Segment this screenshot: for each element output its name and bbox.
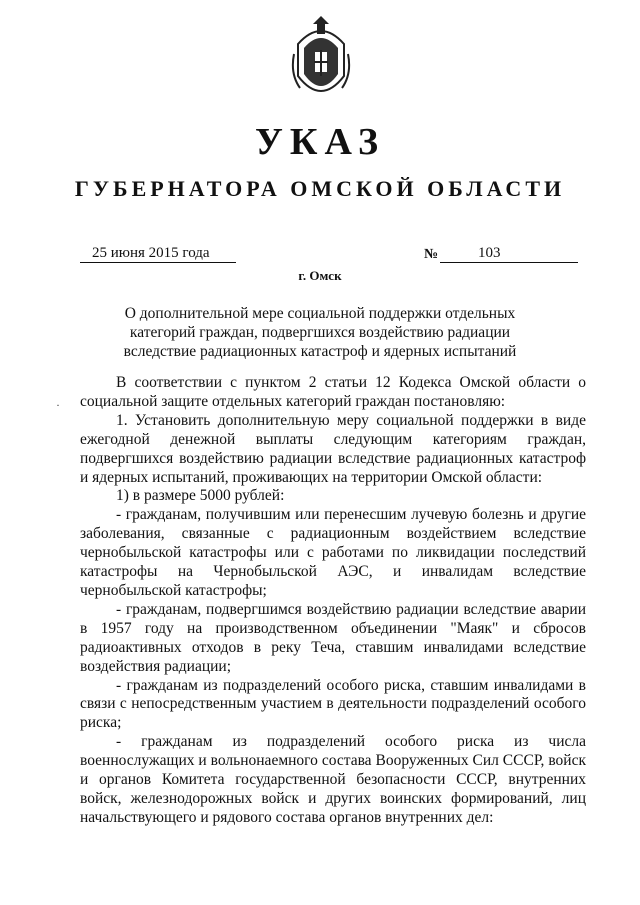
paragraph: 1. Установить дополнительную меру социальной поддержки в виде ежегодной денежной выплаты следующим категориям граждан, подвергшихся воздействию радиации вследствие радиационных катастроф и ядерных испытаний, проживающих на территории Омской области: xyxy=(80,411,586,486)
document-subtitle: ГУБЕРНАТОРА ОМСКОЙ ОБЛАСТИ xyxy=(74,176,566,201)
paragraph: - гражданам из подразделений особого риска, ставшим инвалидами в связи с непосредственным участием в деятельности подразделений особого риска; xyxy=(80,676,586,732)
document-title: УКАЗ xyxy=(255,121,385,163)
margin-mark: · xyxy=(56,398,60,412)
paragraph: - гражданам из подразделений особого риска из числа военнослужащих и вольнонаемного состава Вооруженных Сил СССР, войск и органов Комитета государственной безопасности СССР, внутренних войск, железнодорожных войск и других воинских формирований, лиц начальствующего и рядового состава органов внутренних дел: xyxy=(80,733,586,826)
decree-body xyxy=(80,374,586,828)
paragraph: 1) в размере 5000 рублей: xyxy=(116,487,285,505)
decree-number: 103 xyxy=(440,244,578,263)
decree-date: 25 июня 2015 года xyxy=(80,244,236,263)
paragraph: - гражданам, получившим или перенесшим лучевую болезнь и другие заболевания, связанные с радиационным воздействием вследствие чернобыльской катастрофы или с работами по ликвидации последствий катастрофы на Чернобыльской АЭС, и инвалидам вследствие чернобыльской катастрофы; xyxy=(80,506,586,599)
city: г. Омск xyxy=(298,268,342,283)
decree-subject: О дополнительной мере социальной поддержки отдельных категорий граждан, подвергшихся воздействию радиации вследствие радиационных катастроф и ядерных испытаний xyxy=(123,305,517,360)
coat-of-arms-icon xyxy=(290,14,352,110)
paragraph: В соответствии с пунктом 2 статьи 12 Кодекса Омской области о социальной защите отдельных категорий граждан постановляю: xyxy=(80,374,586,410)
paragraph: - гражданам, подвергшимся воздействию радиации вследствие аварии в 1957 году на производственном объединении "Маяк" и сбросов радиоактивных отходов в реку Теча, ставшим инвалидами вследствие воздействия радиации; xyxy=(80,600,586,675)
number-label: № xyxy=(424,247,439,262)
